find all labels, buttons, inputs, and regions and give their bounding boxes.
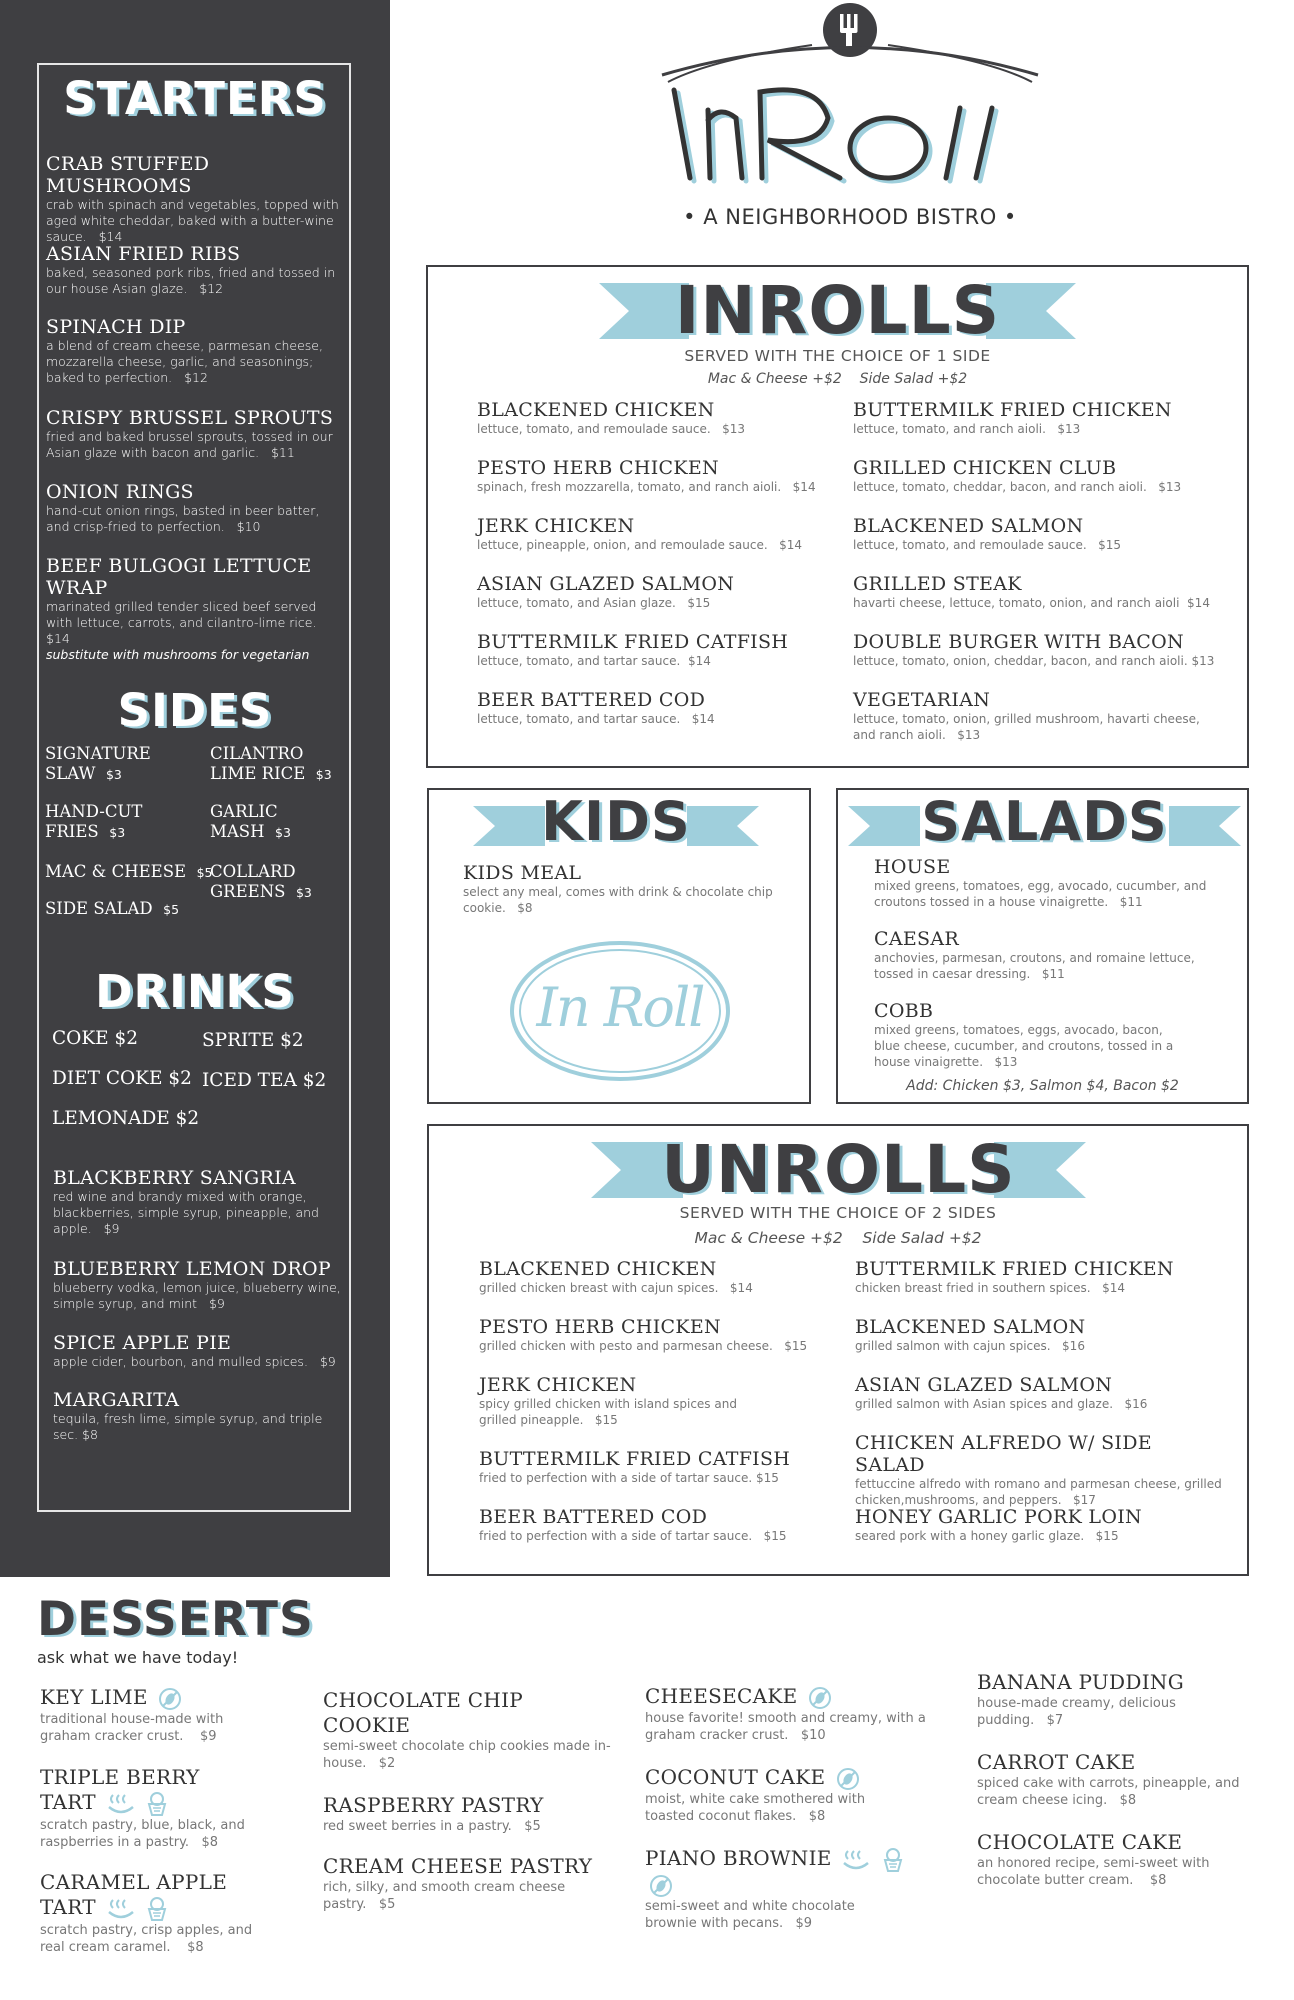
dessert-desc: red sweet berries in a pastry. — [323, 1819, 512, 1834]
dessert-item — [977, 1670, 1237, 1729]
salads-title: SALADS — [921, 790, 1168, 853]
item-desc: fettuccine alfredo with romano and parmesan cheese, grilled chicken,mushrooms, and peppers. — [855, 1477, 1222, 1507]
dessert-price: $8 — [1149, 1873, 1167, 1888]
side-name: GARLIC — [210, 802, 278, 821]
menu-item — [855, 1432, 1227, 1508]
item-desc: lettuce, pineapple, onion, and remoulade sauce. — [477, 538, 768, 552]
starter-name: CRAB STUFFED MUSHROOMS — [46, 153, 210, 197]
dessert-name: CREAM CHEESE PASTRY — [323, 1854, 593, 1878]
item-price: $15 — [755, 1471, 779, 1485]
dessert-name: TRIPLE BERRY — [40, 1765, 200, 1789]
item-price: $8 — [517, 901, 533, 915]
bistro-tagline: • A NEIGHBORHOOD BISTRO • — [683, 205, 1017, 229]
item-name: ASIAN GLAZED SALMON — [855, 1374, 1113, 1396]
cocktail-name: BLACKBERRY SANGRIA — [53, 1167, 296, 1189]
dessert-item — [40, 1685, 270, 1745]
item-price: $11 — [1041, 967, 1065, 981]
dessert-desc: scratch pastry, blue, black, and raspberries in a pastry. — [40, 1817, 245, 1850]
dessert-price: $8 — [1119, 1793, 1137, 1808]
item-price: $15 — [1098, 538, 1122, 552]
badge-logo-text: In Roll — [536, 976, 704, 1039]
item-name: KIDS MEAL — [463, 862, 582, 884]
side-name: CILANTRO — [210, 744, 304, 763]
dessert-name: TART — [40, 1790, 96, 1814]
item-price: $13 — [957, 728, 981, 742]
hot-icon — [842, 1847, 870, 1873]
dessert-name: PIANO BROWNIE — [645, 1846, 832, 1870]
dessert-desc: rich, silky, and smooth cream cheese pastry. — [323, 1880, 566, 1912]
kids-title: KIDS — [541, 790, 691, 853]
side-name: FRIES — [45, 822, 99, 841]
menu-item — [874, 856, 1214, 910]
menu-item — [463, 862, 783, 916]
starter-price: $14 — [98, 229, 123, 244]
item-name: PESTO HERB CHICKEN — [479, 1316, 721, 1338]
inrolls-title: INROLLS — [674, 272, 1001, 349]
item-desc: lettuce, tomato, and tartar sauce. — [477, 712, 681, 726]
ice-cream-icon — [881, 1847, 905, 1873]
cocktail-name: MARGARITA — [53, 1389, 180, 1411]
cocktail-item — [53, 1389, 353, 1443]
dessert-name: TART — [40, 1895, 96, 1919]
item-name: BLACKENED CHICKEN — [477, 399, 715, 421]
salads-add-ons: Add: Chicken $3, Salmon $4, Bacon $2 — [906, 1078, 1179, 1094]
dessert-desc: traditional house-made with graham cracker crust. — [40, 1711, 224, 1744]
item-price: $15 — [763, 1529, 787, 1543]
unrolls-served: SERVED WITH THE CHOICE OF 2 SIDES — [679, 1204, 997, 1222]
starter-price: $14 — [46, 631, 70, 646]
cocktail-item — [53, 1258, 353, 1312]
item-name: GRILLED STEAK — [853, 573, 1022, 595]
starter-name: ASIAN FRIED RIBS — [46, 243, 241, 265]
dessert-name: CARAMEL APPLE — [40, 1870, 228, 1894]
dessert-name: CHEESECAKE — [645, 1684, 798, 1708]
item-name: HONEY GARLIC PORK LOIN — [855, 1506, 1142, 1528]
item-price: $13 — [994, 1055, 1018, 1069]
dessert-item — [323, 1688, 613, 1772]
side-item — [210, 802, 291, 843]
item-name: HOUSE — [874, 856, 951, 878]
menu-item — [479, 1316, 859, 1354]
item-desc: fried to perfection with a side of tartar sauce. — [479, 1529, 753, 1543]
side-price: $3 — [295, 885, 312, 900]
menu-item — [853, 573, 1233, 611]
item-name: BUTTERMILK FRIED CHICKEN — [853, 399, 1172, 421]
dessert-desc: house favorite! smooth and creamy, with a graham cracker crust. — [645, 1710, 926, 1743]
sides-title: SIDES — [117, 684, 273, 737]
dessert-price: $8 — [201, 1834, 219, 1850]
no-nut-icon — [836, 1767, 860, 1791]
side-name: SIDE SALAD — [45, 899, 153, 918]
unrolls-title: UNROLLS — [661, 1131, 1016, 1208]
hot-icon — [107, 1896, 135, 1922]
menu-item — [477, 457, 857, 495]
item-name: VEGETARIAN — [853, 689, 991, 711]
item-name: JERK CHICKEN — [477, 515, 635, 537]
starter-price: $10 — [236, 519, 261, 534]
menu-item — [855, 1506, 1235, 1544]
item-desc: lettuce, tomato, cheddar, bacon, and ranch aioli. — [853, 480, 1147, 494]
side-item — [45, 862, 212, 883]
dessert-name: CARROT CAKE — [977, 1750, 1136, 1774]
item-desc: fried to perfection with a side of tartar sauce. — [479, 1471, 753, 1485]
dessert-name: COCONUT CAKE — [645, 1765, 826, 1789]
dessert-desc: an honored recipe, semi-sweet with chocolate butter cream. — [977, 1856, 1210, 1888]
dessert-desc: house-made creamy, delicious pudding. — [977, 1696, 1176, 1728]
dessert-name: CHOCOLATE CHIP — [323, 1688, 524, 1712]
side-name: SLAW — [45, 764, 96, 783]
item-name: BUTTERMILK FRIED CATFISH — [479, 1448, 791, 1470]
item-price: $13 — [1057, 422, 1081, 436]
item-name: BLACKENED CHICKEN — [479, 1258, 717, 1280]
dessert-price: $8 — [187, 1939, 204, 1955]
menu-item — [479, 1506, 859, 1544]
ice-cream-icon — [145, 1896, 169, 1922]
item-desc: seared pork with a honey garlic glaze. — [855, 1529, 1085, 1543]
desserts-subtitle: ask what we have today! — [37, 1648, 239, 1667]
item-desc: select any meal, comes with drink & chocolate chip cookie. — [463, 885, 773, 915]
dessert-item — [323, 1793, 613, 1835]
dessert-item — [645, 1846, 935, 1932]
item-desc: anchovies, parmesan, croutons, and romaine lettuce, tossed in caesar dressing. — [874, 951, 1195, 981]
dessert-desc: moist, white cake smothered with toasted coconut flakes. — [645, 1791, 866, 1824]
item-price: $13 — [1191, 654, 1215, 668]
menu-item — [477, 631, 857, 669]
starter-name: BEEF BULGOGI LETTUCE WRAP — [46, 555, 312, 599]
item-desc: lettuce, tomato, and remoulade sauce. — [477, 422, 711, 436]
cocktail-price: $9 — [208, 1296, 225, 1311]
starter-price: $12 — [184, 370, 208, 385]
starter-desc: marinated grilled tender sliced beef served with lettuce, carrots, and cilantro-lime rice. — [46, 599, 317, 630]
item-desc: havarti cheese, lettuce, tomato, onion, and ranch aioli — [853, 596, 1180, 610]
menu-item — [853, 689, 1223, 743]
dessert-item — [645, 1765, 905, 1825]
starter-price: $12 — [199, 281, 224, 296]
menu-item — [479, 1258, 859, 1296]
unrolls-extras: Mac & Cheese +$2 Side Salad +$2 — [694, 1229, 982, 1247]
item-desc: lettuce, tomato, and Asian glaze. — [477, 596, 676, 610]
unrolls-section — [427, 1124, 1249, 1576]
item-name: BUTTERMILK FRIED CATFISH — [477, 631, 789, 653]
cocktail-name: SPICE APPLE PIE — [53, 1332, 232, 1354]
item-desc: chicken breast fried in southern spices. — [855, 1281, 1091, 1295]
drink-item: LEMONADE $2 — [52, 1108, 200, 1129]
item-price: $15 — [594, 1413, 618, 1427]
item-name: BEER BATTERED COD — [479, 1506, 708, 1528]
cocktail-item — [53, 1332, 353, 1370]
starter-name: ONION RINGS — [46, 481, 194, 503]
starter-item — [46, 153, 346, 245]
side-item — [45, 802, 142, 843]
hot-icon — [107, 1791, 135, 1817]
dessert-name: KEY LIME — [40, 1685, 148, 1709]
menu-item — [855, 1374, 1235, 1412]
item-price: $17 — [1073, 1493, 1096, 1507]
side-name: MASH — [210, 822, 265, 841]
side-name: HAND-CUT — [45, 802, 143, 821]
item-price: $14 — [687, 654, 711, 668]
kids-section — [427, 788, 811, 1104]
item-price: $14 — [729, 1281, 753, 1295]
side-price: $3 — [105, 767, 122, 782]
drink-item: SPRITE $2 — [202, 1030, 304, 1051]
dessert-desc: semi-sweet and white chocolate brownie with pecans. — [645, 1899, 855, 1931]
side-name: SIGNATURE — [45, 744, 151, 763]
dessert-price: $7 — [1046, 1713, 1064, 1728]
side-item — [45, 899, 179, 920]
starter-item — [46, 407, 346, 461]
drink-item: COKE $2 — [52, 1028, 139, 1049]
item-name: PESTO HERB CHICKEN — [477, 457, 719, 479]
starter-desc: fried and baked brussel sprouts, tossed in our Asian glaze with bacon and garlic. — [46, 429, 333, 460]
dessert-item — [40, 1765, 270, 1851]
starter-name: SPINACH DIP — [46, 316, 186, 338]
side-name: COLLARD — [210, 862, 296, 881]
starter-item — [46, 481, 346, 535]
side-item — [45, 744, 151, 785]
dessert-name: RASPBERRY PASTRY — [323, 1793, 544, 1817]
item-name: DOUBLE BURGER WITH BACON — [853, 631, 1184, 653]
cocktail-item — [53, 1167, 353, 1237]
item-price: $14 — [1187, 596, 1210, 610]
dessert-item — [645, 1684, 935, 1744]
dessert-price: $5 — [524, 1819, 541, 1834]
menu-item — [479, 1374, 769, 1428]
item-name: ASIAN GLAZED SALMON — [477, 573, 735, 595]
inroll-wordmark — [650, 0, 1050, 205]
item-desc: grilled salmon with cajun spices. — [855, 1339, 1051, 1353]
side-price: $5 — [163, 902, 180, 917]
menu-item — [853, 399, 1233, 437]
starter-desc: hand-cut onion rings, basted in beer batter, and crisp-fried to perfection. — [46, 503, 320, 534]
inrolls-extras: Mac & Cheese +$2 Side Salad +$2 — [707, 371, 968, 387]
item-name: BLACKENED SALMON — [853, 515, 1084, 537]
dessert-price: $10 — [800, 1727, 826, 1743]
menu-item — [853, 515, 1233, 553]
menu-item — [874, 1000, 1184, 1070]
starter-desc: a blend of cream cheese, parmesan cheese, mozzarella cheese, garlic, and seasonings; baked to perfection. — [46, 338, 323, 385]
menu-item — [477, 399, 857, 437]
item-name: GRILLED CHICKEN CLUB — [853, 457, 1117, 479]
item-desc: grilled chicken with pesto and parmesan cheese. — [479, 1339, 773, 1353]
drink-item: ICED TEA $2 — [202, 1070, 327, 1091]
menu-item — [853, 457, 1233, 495]
cocktail-price: $9 — [319, 1354, 336, 1369]
item-name: BEER BATTERED COD — [477, 689, 706, 711]
item-price: $16 — [1124, 1397, 1148, 1411]
item-desc: lettuce, tomato, onion, grilled mushroom, havarti cheese, and ranch aioli. — [853, 712, 1200, 742]
left-panel — [0, 0, 390, 1577]
no-nut-icon — [158, 1687, 182, 1711]
menu-item — [477, 689, 857, 727]
menu-item — [874, 928, 1214, 982]
dessert-item — [323, 1854, 613, 1913]
drinks-title: DRINKS — [95, 965, 295, 1018]
starters-title: STARTERS — [63, 72, 327, 125]
item-desc: mixed greens, tomatoes, eggs, avocado, bacon, blue cheese, cucumber, and croutons, tossed in a house vinaigrette. — [874, 1023, 1174, 1069]
no-nut-icon — [649, 1874, 673, 1898]
item-desc: lettuce, tomato, onion, cheddar, bacon, and ranch aioli. — [853, 654, 1188, 668]
dessert-item — [40, 1870, 270, 1956]
dessert-name: COOKIE — [323, 1713, 411, 1737]
item-desc: grilled salmon with Asian spices and glaze. — [855, 1397, 1114, 1411]
cocktail-desc: apple cider, bourbon, and mulled spices. — [53, 1354, 308, 1369]
item-name: CAESAR — [874, 928, 959, 950]
dessert-name: BANANA PUDDING — [977, 1670, 1184, 1694]
side-price: $3 — [275, 825, 291, 840]
menu-item — [477, 573, 857, 611]
menu-item — [853, 631, 1233, 669]
side-name: LIME RICE — [210, 764, 306, 783]
dessert-price: $8 — [808, 1808, 826, 1824]
item-price: $15 — [784, 1339, 808, 1353]
item-name: JERK CHICKEN — [479, 1374, 637, 1396]
side-item — [210, 744, 332, 785]
item-name: CHICKEN ALFREDO W/ SIDE SALAD — [855, 1432, 1152, 1476]
dessert-item — [977, 1830, 1237, 1889]
side-name: GREENS — [210, 882, 286, 901]
no-nut-icon — [808, 1686, 832, 1710]
dessert-desc: scratch pastry, crisp apples, and real cream caramel. — [40, 1922, 253, 1955]
item-price: $14 — [1102, 1281, 1125, 1295]
item-price: $14 — [779, 538, 803, 552]
item-desc: grilled chicken breast with cajun spices. — [479, 1281, 719, 1295]
item-desc: lettuce, tomato, and ranch aioli. — [853, 422, 1046, 436]
starter-item — [46, 555, 346, 663]
starter-name: CRISPY BRUSSEL SPROUTS — [46, 407, 334, 429]
item-name: COBB — [874, 1000, 934, 1022]
inrolls-section — [426, 265, 1249, 768]
menu-item — [855, 1258, 1235, 1296]
dessert-name: CHOCOLATE CAKE — [977, 1830, 1183, 1854]
starter-item — [46, 243, 346, 297]
drink-item: DIET COKE $2 — [52, 1068, 192, 1089]
item-desc: lettuce, tomato, and remoulade sauce. — [853, 538, 1087, 552]
cocktail-price: $9 — [103, 1221, 120, 1236]
inrolls-served: SERVED WITH THE CHOICE OF 1 SIDE — [684, 347, 991, 365]
menu-item — [479, 1448, 859, 1486]
starter-price: $11 — [270, 445, 295, 460]
desserts-title: DESSERTS — [37, 1592, 314, 1647]
item-price: $11 — [1119, 895, 1143, 909]
dessert-price: $5 — [378, 1897, 396, 1912]
item-desc: mixed greens, tomatoes, egg, avocado, cucumber, and croutons tossed in a house vinaigrette. — [874, 879, 1207, 909]
cocktail-desc: tequila, fresh lime, simple syrup, and triple sec. — [53, 1411, 323, 1442]
side-item — [210, 862, 312, 903]
item-name: BUTTERMILK FRIED CHICKEN — [855, 1258, 1174, 1280]
brand-logo — [650, 0, 1050, 240]
item-desc: spicy grilled chicken with island spices and grilled pineapple. — [479, 1397, 737, 1427]
side-price: $5 — [196, 865, 213, 880]
starter-note: substitute with mushrooms for vegetarian — [46, 647, 310, 662]
cocktail-price: $8 — [82, 1427, 98, 1442]
side-name: MAC & CHEESE — [45, 862, 187, 881]
item-price: $16 — [1062, 1339, 1085, 1353]
side-price: $3 — [109, 825, 126, 840]
starter-desc: crab with spinach and vegetables, topped with aged white cheddar, baked with a butter-wine sauce. — [46, 197, 339, 244]
cocktail-desc: blueberry vodka, lemon juice, blueberry wine, simple syrup, and mint — [53, 1280, 341, 1311]
item-price: $14 — [792, 480, 816, 494]
starter-desc: baked, seasoned pork ribs, fried and tossed in our house Asian glaze. — [46, 265, 336, 296]
item-price: $15 — [687, 596, 711, 610]
item-desc: spinach, fresh mozzarella, tomato, and ranch aioli. — [477, 480, 782, 494]
item-name: BLACKENED SALMON — [855, 1316, 1086, 1338]
item-desc: lettuce, tomato, and tartar sauce. — [477, 654, 681, 668]
item-price: $14 — [691, 712, 715, 726]
cocktail-name: BLUEBERRY LEMON DROP — [53, 1258, 331, 1280]
menu-item — [477, 515, 857, 553]
side-price: $3 — [315, 767, 332, 782]
menu-item — [855, 1316, 1235, 1354]
dessert-price: $9 — [199, 1728, 217, 1744]
dessert-item — [977, 1750, 1257, 1809]
ice-cream-icon — [145, 1791, 169, 1817]
starter-item — [46, 316, 346, 386]
dessert-price: $2 — [378, 1756, 396, 1771]
dessert-desc: semi-sweet chocolate chip cookies made in-house. — [323, 1739, 611, 1771]
item-price: $15 — [1095, 1529, 1119, 1543]
item-price: $13 — [722, 422, 746, 436]
salads-section — [836, 788, 1249, 1104]
item-price: $13 — [1158, 480, 1182, 494]
dessert-price: $9 — [795, 1916, 813, 1931]
dessert-desc: spiced cake with carrots, pineapple, and cream cheese icing. — [977, 1776, 1240, 1808]
cocktail-desc: red wine and brandy mixed with orange, blackberries, simple syrup, pineapple, and apple. — [53, 1189, 319, 1236]
